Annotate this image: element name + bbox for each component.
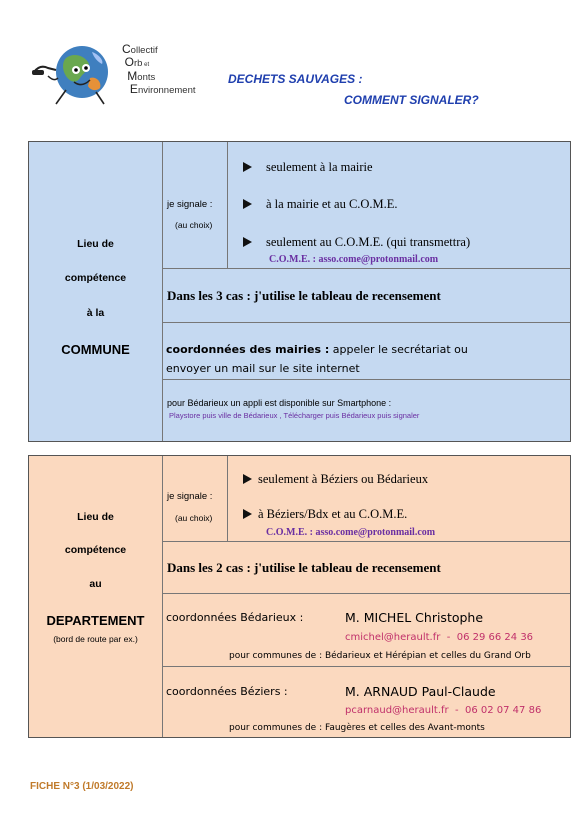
bedarieux-email[interactable]: cmichel@herault.fr bbox=[345, 632, 441, 643]
commune-coord-row bbox=[163, 322, 570, 380]
lieu-de-label: Lieu de bbox=[77, 238, 114, 250]
departement-cas-row bbox=[163, 541, 570, 594]
commune-left-panel bbox=[29, 142, 163, 441]
signale-label: je signale : bbox=[167, 491, 213, 502]
commune-signale-row bbox=[163, 142, 570, 269]
commune-appli-row bbox=[163, 379, 570, 441]
commune-section bbox=[28, 141, 571, 442]
beziers-email[interactable]: pcarnaud@herault.fr bbox=[345, 705, 449, 716]
au-choix-label: (au choix) bbox=[175, 513, 213, 523]
beziers-label: coordonnées Béziers : bbox=[166, 685, 288, 698]
doc-title-line1: DECHETS SAUVAGES : bbox=[228, 72, 363, 86]
scope-sub: (bord de route par ex.) bbox=[53, 634, 138, 644]
lieu-de-label: Lieu de bbox=[77, 511, 114, 523]
option-mairie-come: à la mairie et au C.O.M.E. bbox=[243, 197, 398, 212]
come-email-line: C.O.M.E. : asso.come@protonmail.com bbox=[269, 254, 439, 265]
appli-steps: Playstore puis ville de Bédarieux , Télécharger puis Bédarieux puis signaler bbox=[169, 411, 420, 420]
logo-text: Collectif Orb et Monts Environnement bbox=[122, 42, 196, 96]
divider bbox=[227, 142, 228, 268]
beziers-contact-name: M. ARNAUD Paul-Claude bbox=[345, 684, 496, 699]
bedarieux-contact-name: M. MICHEL Christophe bbox=[345, 610, 484, 625]
departement-signale-row bbox=[163, 456, 570, 542]
bedarieux-communes: pour communes de : Bédarieux et Hérépian et celles du Grand Orb bbox=[229, 651, 531, 661]
a-la-label: à la bbox=[86, 307, 105, 319]
coord-mairies: coordonnées des mairies : appeler le secrétariat ou envoyer un mail sur le site internet bbox=[166, 343, 468, 375]
doc-title-line2: COMMENT SIGNALER? bbox=[344, 93, 479, 107]
bedarieux-coord-row bbox=[163, 593, 570, 667]
globe-logo-icon bbox=[30, 42, 122, 106]
arrow-icon bbox=[243, 162, 252, 172]
departement-left-panel bbox=[29, 456, 163, 737]
beziers-phone: 06 02 07 47 86 bbox=[464, 705, 542, 716]
option-come: seulement au C.O.M.E. (qui transmettra) bbox=[243, 235, 470, 250]
appli-line: pour Bédarieux un appli est disponible sur Smartphone : bbox=[167, 398, 392, 408]
arrow-icon bbox=[243, 474, 252, 484]
option-beziers-come: à Béziers/Bdx et au C.O.M.E. bbox=[243, 507, 407, 522]
signale-label: je signale : bbox=[167, 199, 213, 210]
cas-line: Dans les 3 cas : j'utilise le tableau de recensement bbox=[167, 288, 441, 303]
bedarieux-label: coordonnées Bédarieux : bbox=[166, 611, 304, 624]
arrow-icon bbox=[243, 199, 252, 209]
come-email-line: C.O.M.E. : asso.come@protonmail.com bbox=[266, 527, 436, 538]
scope-commune: COMMUNE bbox=[61, 342, 130, 357]
beziers-communes: pour communes de : Faugères et celles des Avant-monts bbox=[229, 723, 485, 733]
bedarieux-phone: 06 29 66 24 36 bbox=[456, 632, 534, 643]
commune-cas-row bbox=[163, 268, 570, 323]
competence-label: compétence bbox=[64, 272, 127, 284]
divider bbox=[227, 456, 228, 541]
fiche-number: FICHE N°3 (1/03/2022) bbox=[30, 781, 134, 792]
au-choix-label: (au choix) bbox=[175, 220, 213, 230]
bedarieux-contact-line: cmichel@herault.fr - 06 29 66 24 36 bbox=[345, 632, 534, 643]
option-beziers-bedarieux: seulement à Béziers ou Bédarieux bbox=[243, 472, 428, 487]
option-mairie: seulement à la mairie bbox=[243, 160, 373, 175]
cas-line: Dans les 2 cas : j'utilise le tableau de recensement bbox=[167, 560, 441, 575]
departement-section bbox=[28, 455, 571, 738]
beziers-coord-row bbox=[163, 666, 570, 737]
scope-departement: DEPARTEMENT bbox=[46, 613, 145, 628]
beziers-contact-line: pcarnaud@herault.fr - 06 02 07 47 86 bbox=[345, 705, 542, 716]
arrow-icon bbox=[243, 509, 252, 519]
competence-label: compétence bbox=[64, 544, 127, 556]
arrow-icon bbox=[243, 237, 252, 247]
au-label: au bbox=[89, 578, 102, 590]
